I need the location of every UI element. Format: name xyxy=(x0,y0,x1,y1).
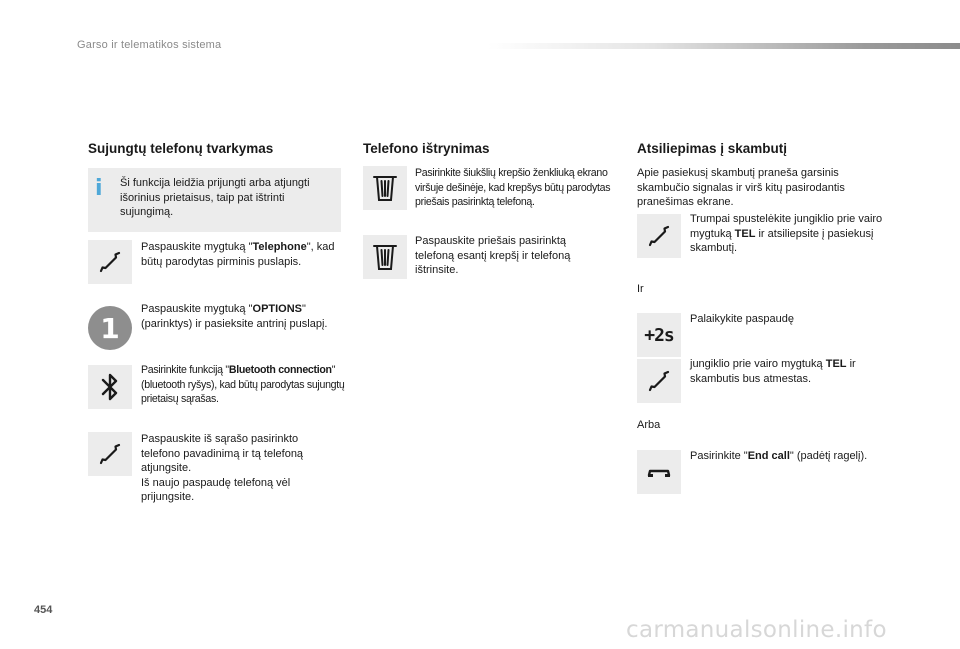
step-reject: jungiklio prie vairo mygtuką TEL ir skambutis bus atmestas. xyxy=(690,358,856,385)
bluetooth-icon xyxy=(88,365,132,409)
step-options: Paspauskite mygtuką "OPTIONS" (parinktys) ir pasieksite antrinį puslapį. xyxy=(141,303,328,330)
answer-intro: Apie pasiekusį skambutį praneša garsinis skambučio signalas ir virš kitų pasirodantis pranešimas ekrane. xyxy=(637,167,845,208)
section-title: Garso ir telematikos sistema xyxy=(77,39,222,51)
step-select-trash: Pasirinkite šiukšlių krepšio ženkliuką ekrano viršuje dešinėje, kad krepšys būtų parodytas priešais pasirinktą telefoną. xyxy=(415,167,611,208)
step-delete-phone: Paspauskite priešais pasirinktą telefoną esantį krepšį ir telefoną ištrinsite. xyxy=(415,235,571,276)
handset-icon xyxy=(88,432,132,476)
handset-icon xyxy=(637,214,681,258)
heading-manage-phones: Sujungtų telefonų tvarkymas xyxy=(88,141,274,156)
watermark: carmanualsonline.info xyxy=(626,617,887,643)
handset-icon xyxy=(88,240,132,284)
info-text: Ši funkcija leidžia prijungti arba atjungti išorinius prietaisus, taip pat ištrinti sujungimą. xyxy=(120,177,310,218)
or-label: Ir xyxy=(637,283,644,295)
step-telephone: Paspauskite mygtuką "Telephone", kad būtų parodytas pirminis puslapis. xyxy=(141,241,335,268)
trash-icon xyxy=(363,235,407,279)
end-call-icon xyxy=(637,450,681,494)
info-icon: i xyxy=(95,176,103,201)
hold-2s-icon: +2s xyxy=(637,313,681,357)
page-number: 454 xyxy=(34,604,53,616)
handset-icon xyxy=(637,359,681,403)
step-end-call: Pasirinkite "End call" (padėtį ragelį). xyxy=(690,450,868,462)
step-answer: Trumpai spustelėkite jungiklio prie vairo mygtuką TEL ir atsiliepsite į pasiekusį skambutį. xyxy=(690,213,883,254)
step-disconnect: Paspauskite iš sąrašo pasirinkto telefono pavadinimą ir tą telefoną atjungsite. Iš naujo paspaudę telefoną vėl prijungsite. xyxy=(141,433,304,503)
trash-icon xyxy=(363,166,407,210)
step-number-badge: 1 xyxy=(88,306,132,350)
header-bar xyxy=(488,43,960,49)
heading-delete-phone: Telefono ištrynimas xyxy=(363,141,490,156)
or2-label: Arba xyxy=(637,419,661,431)
heading-answer-call: Atsiliepimas į skambutį xyxy=(637,141,788,156)
hold-label: Palaikykite paspaudę xyxy=(690,313,794,325)
step-bluetooth: Pasirinkite funkciją "Bluetooth connection" (bluetooth ryšys), kad būtų parodytas sujungtų prietaisų sąrašas. xyxy=(141,364,345,405)
